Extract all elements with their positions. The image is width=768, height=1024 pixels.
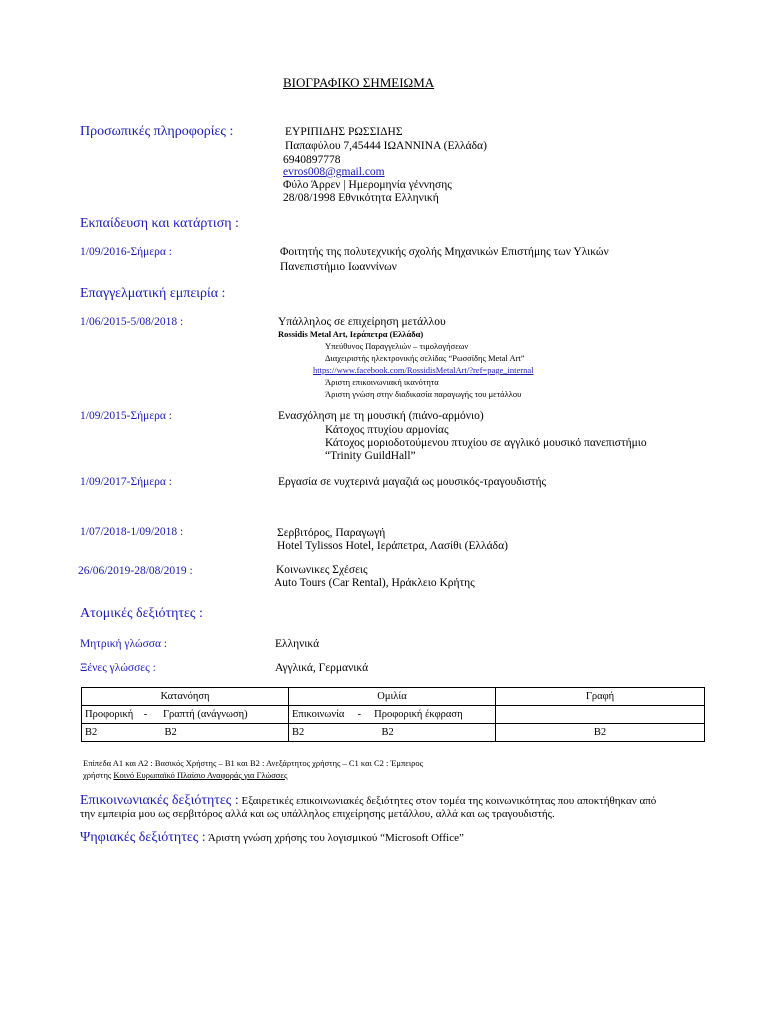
- exp5-title: Κοινωνικες Σχέσεις: [276, 564, 368, 576]
- level-listening: B2: [85, 727, 98, 738]
- communication-heading: Επικοινωνιακές δεξιότητες :: [80, 793, 239, 808]
- exp2-date: 1/09/2015-Σήμερα :: [80, 410, 173, 422]
- exp1-company: Rossidis Metal Art, Ιεράπετρα (Ελλάδα): [278, 329, 424, 339]
- exp2-line3: “Trinity GuildHall”: [325, 450, 416, 462]
- communication-line1: [80, 793, 656, 809]
- communication-text1: Εξαιρετικές επικοινωνιακές δεξιότητες στον τομέα της κοινωνικότητας που αποκτήθηκαν από: [241, 795, 657, 807]
- skills-heading: Ατομικές δεξιότητες :: [80, 606, 203, 621]
- levels-note-line2: [83, 769, 287, 781]
- exp2-line2: Κάτοχος μοριοδοτούμενου πτυχίου σε αγγλικό μουσικό πανεπιστήμιο: [325, 437, 647, 449]
- experience-heading: Επαγγελματική εμπειρία :: [80, 286, 226, 301]
- table-header-speaking: Ομιλία: [289, 688, 496, 706]
- exp1-skill2: Άριστη γνώση στην διαδικασία παραγωγής του μετάλλου: [325, 389, 522, 399]
- table-sub-comprehension: Προφορική - Γραπτή (ανάγνωση): [82, 706, 289, 724]
- levels-note-user: χρήστης: [83, 770, 112, 780]
- document-title: ΒΙΟΓΡΑΦΙΚΟ ΣΗΜΕΙΩΜΑ: [283, 75, 435, 90]
- person-gender-birth: Φύλο Άρρεν | Ημερομηνία γέννησης: [283, 179, 452, 191]
- cefr-link[interactable]: Κοινό Ευρωπαϊκό Πλαίσιο Αναφοράς για Γλώσσες: [113, 770, 288, 780]
- exp4-date: 1/07/2018-1/09/2018 :: [80, 526, 184, 538]
- exp1-skill1: Άριστη επικοινωνιακή ικανότητα: [325, 377, 439, 387]
- exp1-title: Υπάλληλος σε επιχείρηση μετάλλου: [278, 316, 446, 328]
- education-line1: Φοιτητής της πολυτεχνικής σχολής Μηχανικών Επιστήμης των Υλικών: [280, 246, 609, 258]
- education-line2: Πανεπιστήμιο Ιωαννίνων: [280, 261, 397, 273]
- level-writing: B2: [496, 724, 705, 742]
- exp2-line1: Κάτοχος πτυχίου αρμονίας: [325, 424, 449, 436]
- exp1-duty1: Υπεύθυνος Παραγγελιών – τιμολογήσεων: [325, 341, 469, 351]
- person-email-link[interactable]: evros008@gmail.com: [283, 166, 385, 178]
- exp5-date: 26/06/2019-28/08/2019 :: [78, 565, 193, 577]
- personal-heading: Προσωπικές πληροφορίες :: [80, 124, 234, 139]
- foreign-languages-value: Αγγλικά, Γερμανικά: [275, 662, 369, 674]
- exp1-duty2: Διαχειριστής ηλεκτρονικής σελίδας “Ρωσσίδης Metal Art”: [325, 353, 525, 363]
- table-header-comprehension: Κατανόηση: [82, 688, 289, 706]
- exp4-place: Hotel Tylissos Hotel, Ιεράπετρα, Λασίθι (Ελλάδα): [277, 540, 508, 552]
- person-address: Παπαφύλου 7,45444 ΙΩΑΝΝΙΝΑ (Ελλάδα): [285, 140, 487, 152]
- exp3-title: Εργασία σε νυχτερινά μαγαζιά ως μουσικός-τραγουδιστής: [278, 476, 547, 488]
- education-heading: Εκπαίδευση και κατάρτιση :: [80, 216, 239, 231]
- exp3-date: 1/09/2017-Σήμερα :: [80, 476, 173, 488]
- exp4-title: Σερβιτόρος, Παραγωγή: [277, 527, 386, 539]
- communication-text2: την εμπειρία μου ως σερβιτόρος αλλά και ως υπάλληλος επιχείρησης μετάλλου, αλλά και ως τραγουδιστής.: [80, 808, 555, 820]
- language-table: [81, 687, 705, 742]
- digital-text: Άριστη γνώση χρήσης του λογισμικού “Microsoft Office”: [207, 832, 464, 844]
- exp2-title: Ενασχόληση με τη μουσική (πιάνο-αρμόνιο): [278, 410, 484, 422]
- table-sub-speaking: Επικοινωνία - Προφορική έκφραση: [289, 706, 496, 724]
- level-reading: B2: [164, 727, 177, 738]
- table-header-writing: Γραφή: [496, 688, 705, 706]
- exp5-place: Auto Tours (Car Rental), Ηράκλειο Κρήτης: [274, 577, 475, 589]
- table-sub-writing: [496, 706, 705, 724]
- person-name: ΕΥΡΙΠΙΔΗΣ ΡΩΣΣΙΔΗΣ: [285, 126, 403, 138]
- education-date: 1/09/2016-Σήμερα :: [80, 246, 173, 258]
- person-dob-nationality: 28/08/1998 Εθνικότητα Ελληνική: [283, 192, 439, 204]
- mother-tongue-value: Ελληνικά: [275, 638, 320, 650]
- person-phone: 6940897778: [283, 154, 341, 166]
- exp1-date: 1/06/2015-5/08/2018 :: [80, 316, 184, 328]
- digital-heading: Ψηφιακές δεξιότητες :: [80, 830, 206, 845]
- levels-note-line1: Επίπεδα Α1 και Α2 : Βασικός Χρήστης – Β1 και Β2 : Ανεξάρτητος χρήστης – C1 και C2 : Έμπειρος: [83, 758, 423, 768]
- digital-line: [80, 830, 464, 846]
- foreign-languages-label: Ξένες γλώσσες :: [80, 662, 156, 674]
- table-level-comprehension: [82, 724, 289, 742]
- table-level-speaking: [289, 724, 496, 742]
- exp1-facebook-link[interactable]: https://www.facebook.com/RossidisMetalArt/?ref=page_internal: [313, 365, 534, 375]
- mother-tongue-label: Μητρική γλώσσα :: [80, 638, 168, 650]
- level-production: B2: [381, 727, 394, 738]
- level-interaction: B2: [292, 727, 305, 738]
